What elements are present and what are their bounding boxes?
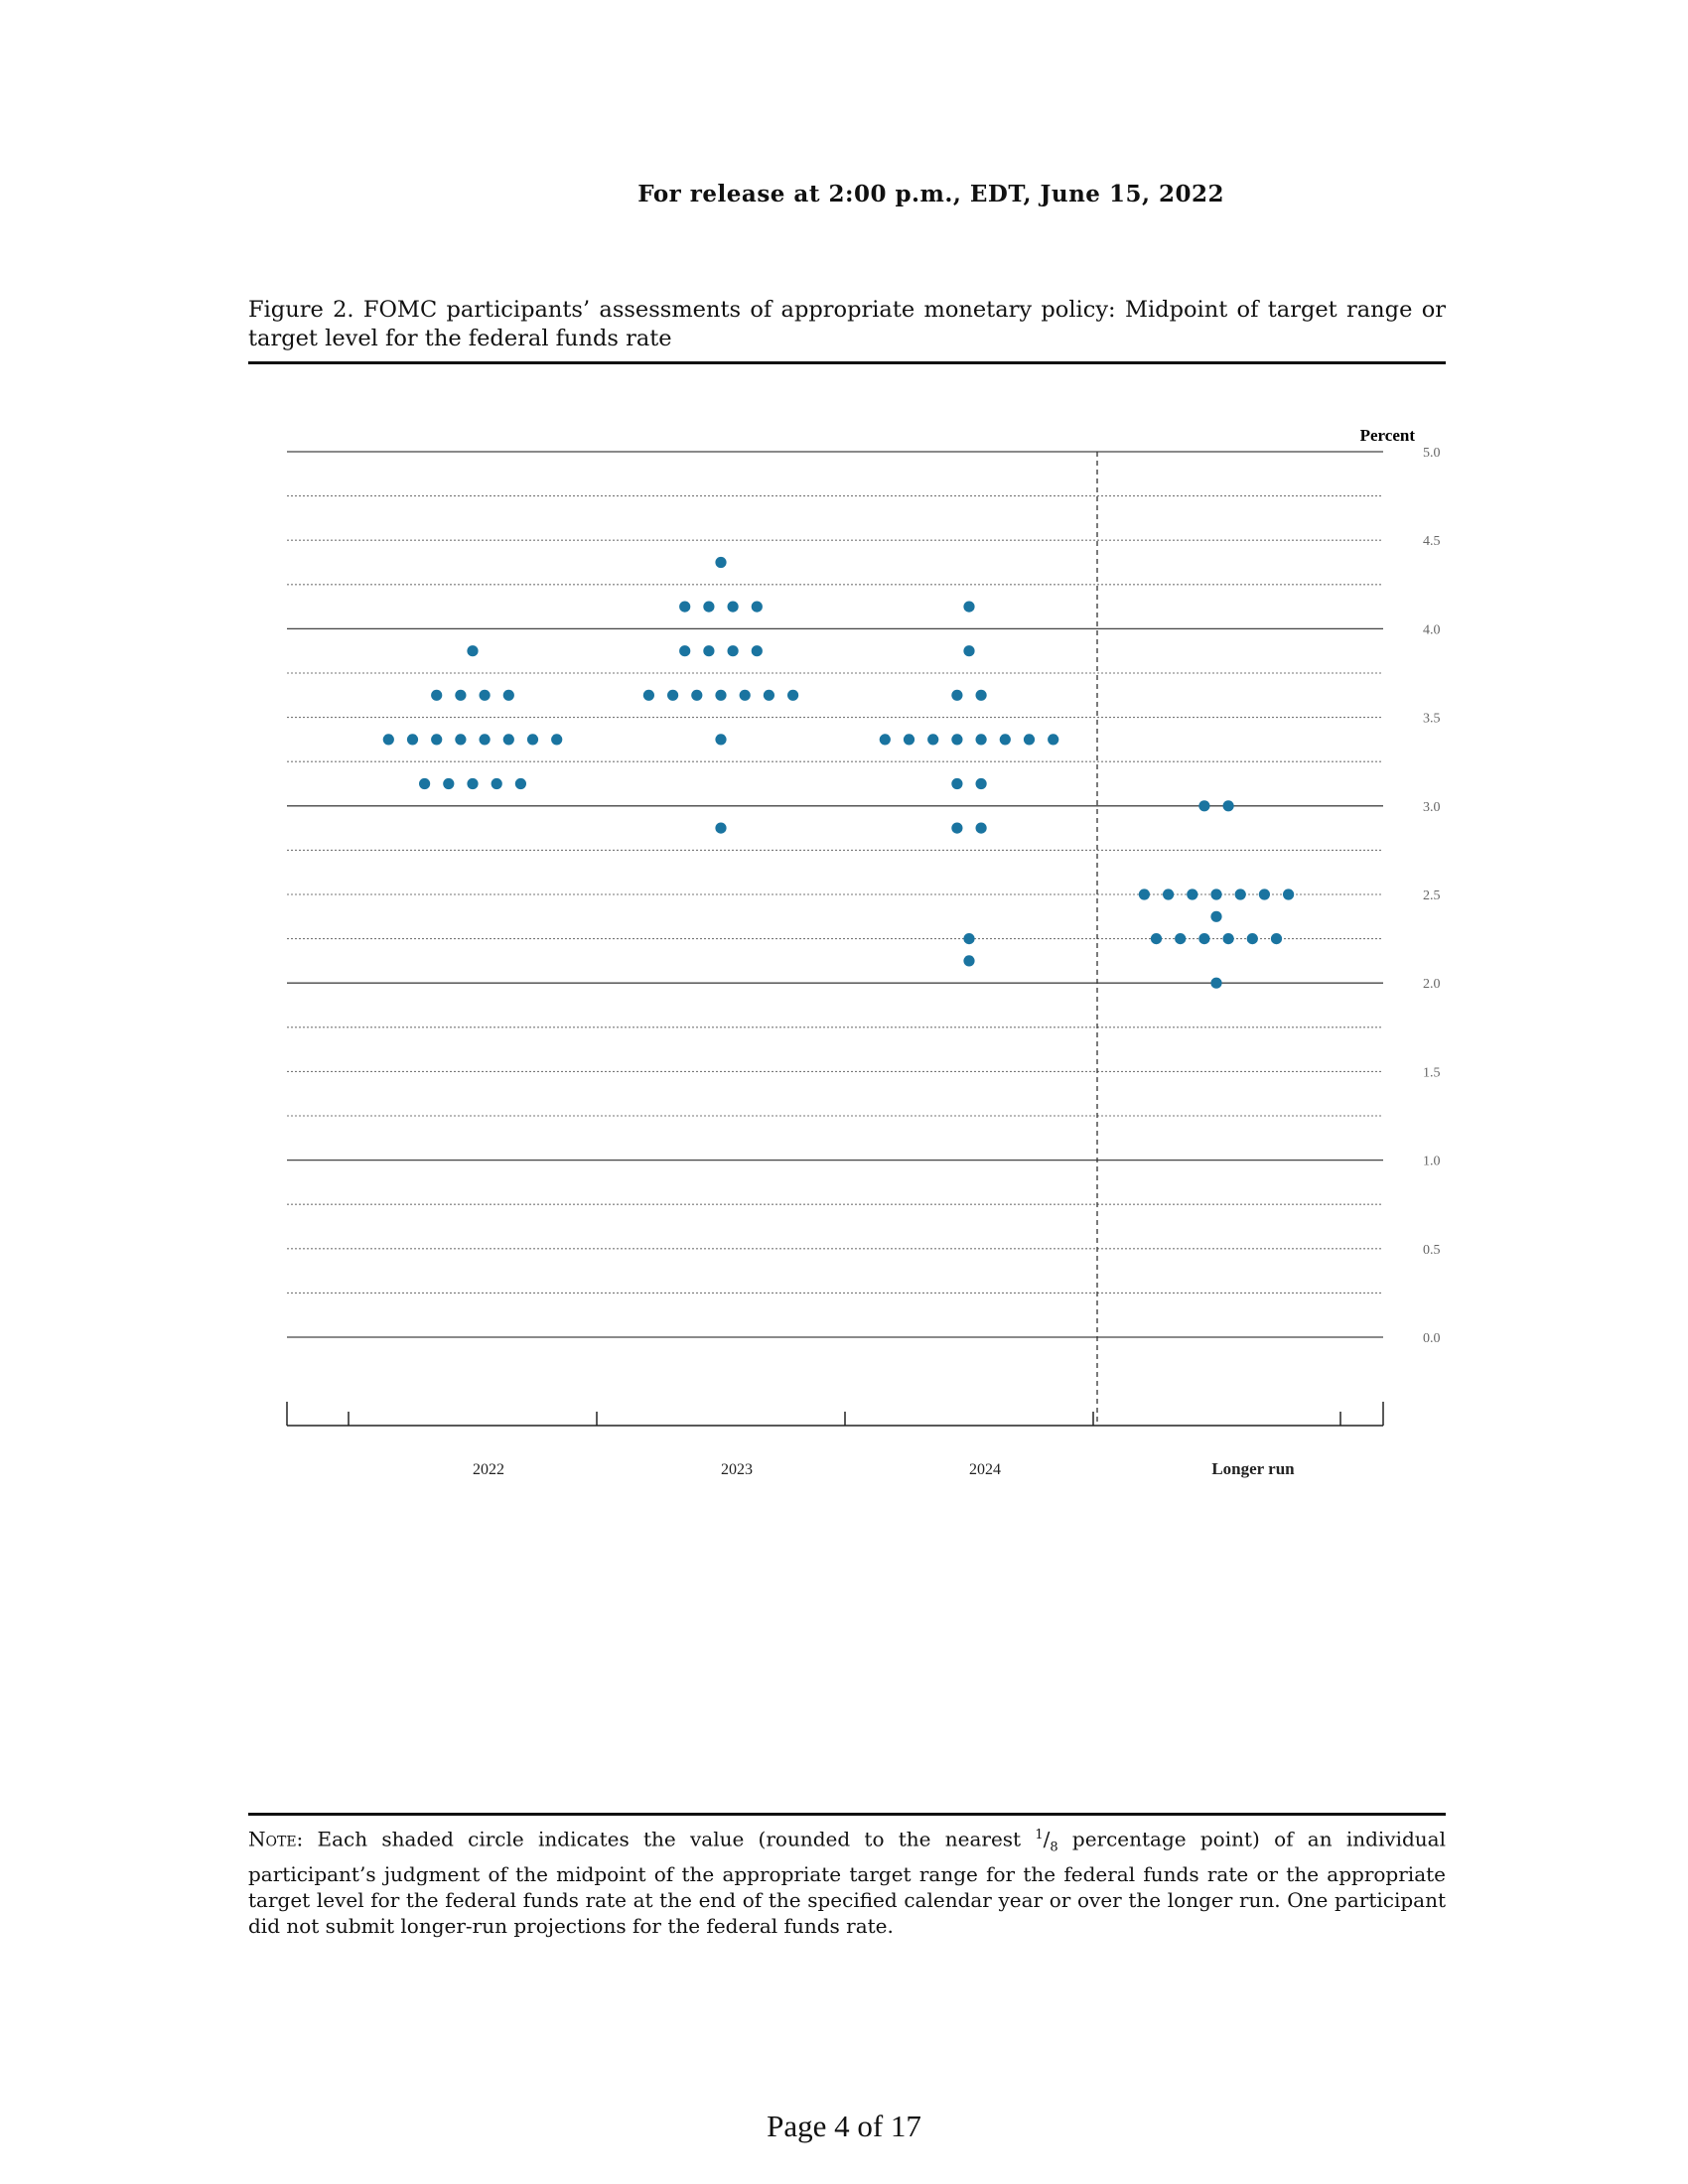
dot	[503, 690, 514, 701]
note-fraction-slash: /	[1043, 1827, 1051, 1851]
y-tick-label: 2.5	[1423, 888, 1441, 903]
dot	[383, 734, 394, 745]
x-tick-label: 2024	[969, 1461, 1001, 1478]
y-axis-title: Percent	[1359, 426, 1415, 445]
dot	[1283, 888, 1294, 899]
dot	[1048, 734, 1058, 745]
y-tick-label: 0.5	[1423, 1242, 1441, 1258]
dot	[951, 734, 962, 745]
dot	[551, 734, 562, 745]
dot	[752, 645, 763, 656]
dot	[963, 955, 974, 966]
dot	[1223, 800, 1234, 811]
page-number: Page 4 of 17	[767, 2109, 921, 2143]
dot	[951, 690, 962, 701]
x-tick-label: Longer run	[1211, 1459, 1295, 1478]
dot	[679, 602, 690, 613]
y-tick-label: 1.5	[1423, 1065, 1441, 1081]
dot	[1163, 888, 1174, 899]
note-fraction-denominator: 8	[1050, 1840, 1058, 1855]
x-tick-label: 2022	[473, 1461, 504, 1478]
dot	[407, 734, 418, 745]
dot	[515, 778, 526, 789]
dot	[1198, 933, 1209, 944]
dot	[963, 933, 974, 944]
dot	[1271, 933, 1282, 944]
dot	[455, 690, 466, 701]
dot	[880, 734, 891, 745]
dot	[492, 778, 502, 789]
dot	[976, 823, 987, 834]
release-header: For release at 2:00 p.m., EDT, June 15, 2022	[637, 181, 1224, 207]
dot	[1151, 933, 1162, 944]
dot	[715, 557, 726, 568]
dot	[679, 645, 690, 656]
note-label: Note:	[248, 1827, 304, 1851]
dot	[1247, 933, 1258, 944]
dot	[715, 823, 726, 834]
dot	[667, 690, 678, 701]
dot	[480, 734, 491, 745]
dot	[455, 734, 466, 745]
dot	[1210, 911, 1221, 922]
dot	[431, 734, 442, 745]
dot	[691, 690, 702, 701]
dot	[752, 602, 763, 613]
dot	[1223, 933, 1234, 944]
y-tick-label: 1.0	[1423, 1154, 1441, 1169]
dot	[1024, 734, 1035, 745]
dot	[951, 823, 962, 834]
figure-title: Figure 2. FOMC participants’ assessments of appropriate monetary policy: Midpoint of target range or target level for the federal funds rate	[248, 297, 1446, 351]
dot	[431, 690, 442, 701]
dot	[1139, 888, 1150, 899]
dot	[419, 778, 430, 789]
dot	[764, 690, 774, 701]
dot	[715, 734, 726, 745]
x-axis	[287, 1402, 1383, 1426]
dot	[740, 690, 751, 701]
dots-layer	[383, 557, 1295, 989]
dot	[963, 602, 974, 613]
y-axis-labels	[1423, 446, 1441, 1346]
dot	[1235, 888, 1246, 899]
dot	[1198, 800, 1209, 811]
dot	[951, 778, 962, 789]
note-fraction-numerator: 1	[1035, 1828, 1044, 1843]
dot	[643, 690, 654, 701]
y-tick-label: 5.0	[1423, 446, 1441, 461]
y-tick-label: 2.0	[1423, 977, 1441, 993]
y-tick-label: 3.0	[1423, 799, 1441, 815]
note-text-2: percentage point) of an individual participant’s judgment of the midpoint of the appropriate target range for the federal funds rate or the appropriate target level for the federal funds rate at the end of the specified calendar year or over the longer run. One participant did not submit longer-run projections for the federal funds rate.	[248, 1827, 1447, 1938]
dot	[443, 778, 454, 789]
dot	[976, 690, 987, 701]
dot	[787, 690, 798, 701]
dot	[480, 690, 491, 701]
y-tick-label: 3.5	[1423, 711, 1441, 727]
dot	[1187, 888, 1197, 899]
dot	[503, 734, 514, 745]
dot	[1259, 888, 1270, 899]
dot	[1210, 888, 1221, 899]
dot	[1210, 978, 1221, 989]
y-tick-label: 0.0	[1423, 1331, 1441, 1346]
dot	[904, 734, 914, 745]
dot	[715, 690, 726, 701]
dot	[976, 778, 987, 789]
dot	[703, 602, 714, 613]
dot	[1175, 933, 1186, 944]
x-tick-label: 2023	[721, 1461, 753, 1478]
dot	[1000, 734, 1011, 745]
y-tick-label: 4.0	[1423, 622, 1441, 638]
dot	[467, 778, 478, 789]
note-rule	[248, 1813, 1446, 1816]
figure-note	[248, 1823, 1446, 1939]
dot	[927, 734, 938, 745]
dot	[976, 734, 987, 745]
dot	[728, 602, 739, 613]
note-text-1: Each shaded circle indicates the value (rounded to the nearest	[303, 1827, 1036, 1851]
x-axis-labels	[473, 1459, 1295, 1478]
dot	[728, 645, 739, 656]
dot	[703, 645, 714, 656]
dot	[467, 645, 478, 656]
y-tick-label: 4.5	[1423, 534, 1441, 550]
dot	[963, 645, 974, 656]
dot	[527, 734, 538, 745]
